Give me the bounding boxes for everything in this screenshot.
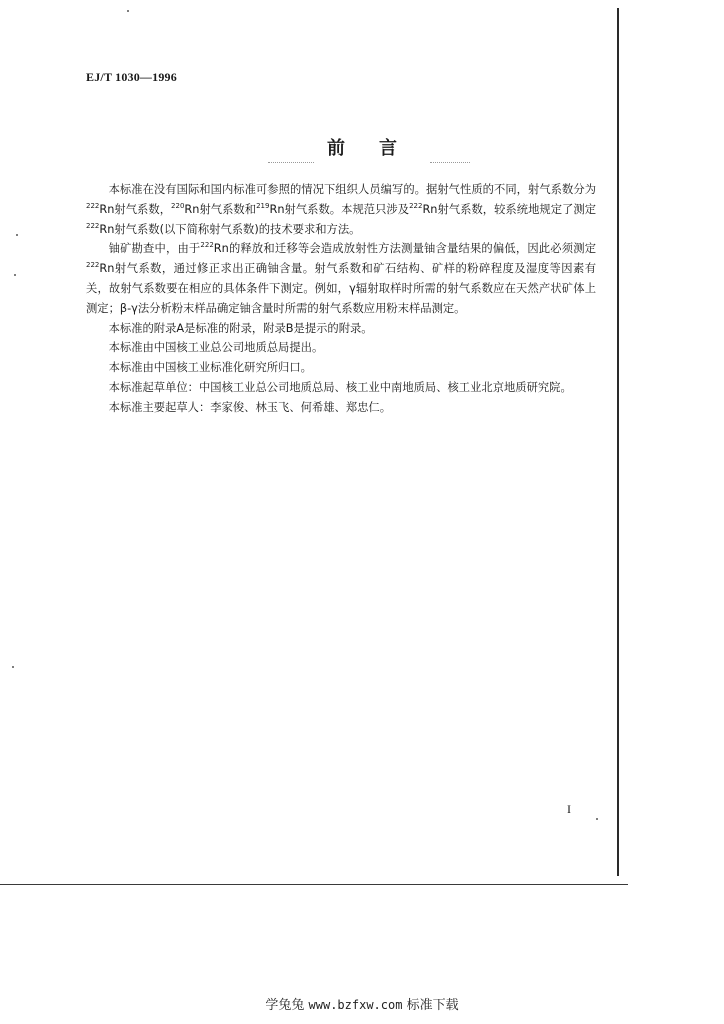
- standard-code: EJ/T 1030—1996: [86, 70, 177, 84]
- paragraph-7: 本标准主要起草人：李家俊、林玉飞、何希雄、郑忠仁。: [108, 400, 392, 414]
- page-number: I: [567, 802, 571, 816]
- paragraph-2: 铀矿勘查中，由于$^{222}$Rn的释放和迁移等会造成放射性方法测量铀含量结果的偏低，因此必须测定$^{222}$Rn射气系数，通过修正求出正确铀含量。射气系数和矿石结构、矿样的粉碎程度及湿度等因素有关，故射气系数要在相应的具体条件下测定。例如，γ辐射取样时所需的射气系数应在天然产状矿体上测定；β-γ法分析粉末样品确定铀含量时所需的射气系数应用粉末样品测定。: [86, 241, 596, 315]
- foreword-body: [86, 180, 596, 418]
- scan-speck: [16, 234, 18, 236]
- scan-artifact: [430, 162, 470, 165]
- scan-artifact: [268, 162, 314, 165]
- scan-speck: [596, 818, 598, 820]
- paragraph-1: 本标准在没有国际和国内标准可参照的情况下组织人员编写的。据射气性质的不同，射气系数分为$^{222}$Rn射气系数，$^{220}$Rn射气系数和$^{219}$Rn射气系数。本规范只涉及$^{222}$Rn射气系数，较系统地规定了测定$^{222}$Rn射气系数(以下简称射气系数)的技术要求和方法。: [86, 183, 597, 236]
- site-footer: [0, 994, 724, 1013]
- right-margin-rule: [617, 8, 619, 876]
- footer-site-name: 学兔兔: [265, 998, 305, 1013]
- paragraph-6: 本标准起草单位：中国核工业总公司地质总局、核工业中南地质局、核工业北京地质研究院。: [108, 380, 572, 394]
- page-title: 前言: [327, 138, 431, 159]
- footer-tagline: 标准下载: [406, 998, 459, 1013]
- scan-speck: [14, 274, 16, 276]
- scan-speck: [12, 666, 14, 668]
- footer-url[interactable]: www.bzfxw.com: [308, 998, 403, 1012]
- paragraph-5: 本标准由中国核工业标准化研究所归口。: [108, 361, 312, 375]
- paragraph-3: 本标准的附录A是标准的附录，附录B是提示的附录。: [108, 321, 373, 335]
- paragraph-4: 本标准由中国核工业总公司地质总局提出。: [108, 341, 324, 355]
- scan-speck: [127, 10, 129, 12]
- bottom-margin-rule: [0, 884, 628, 885]
